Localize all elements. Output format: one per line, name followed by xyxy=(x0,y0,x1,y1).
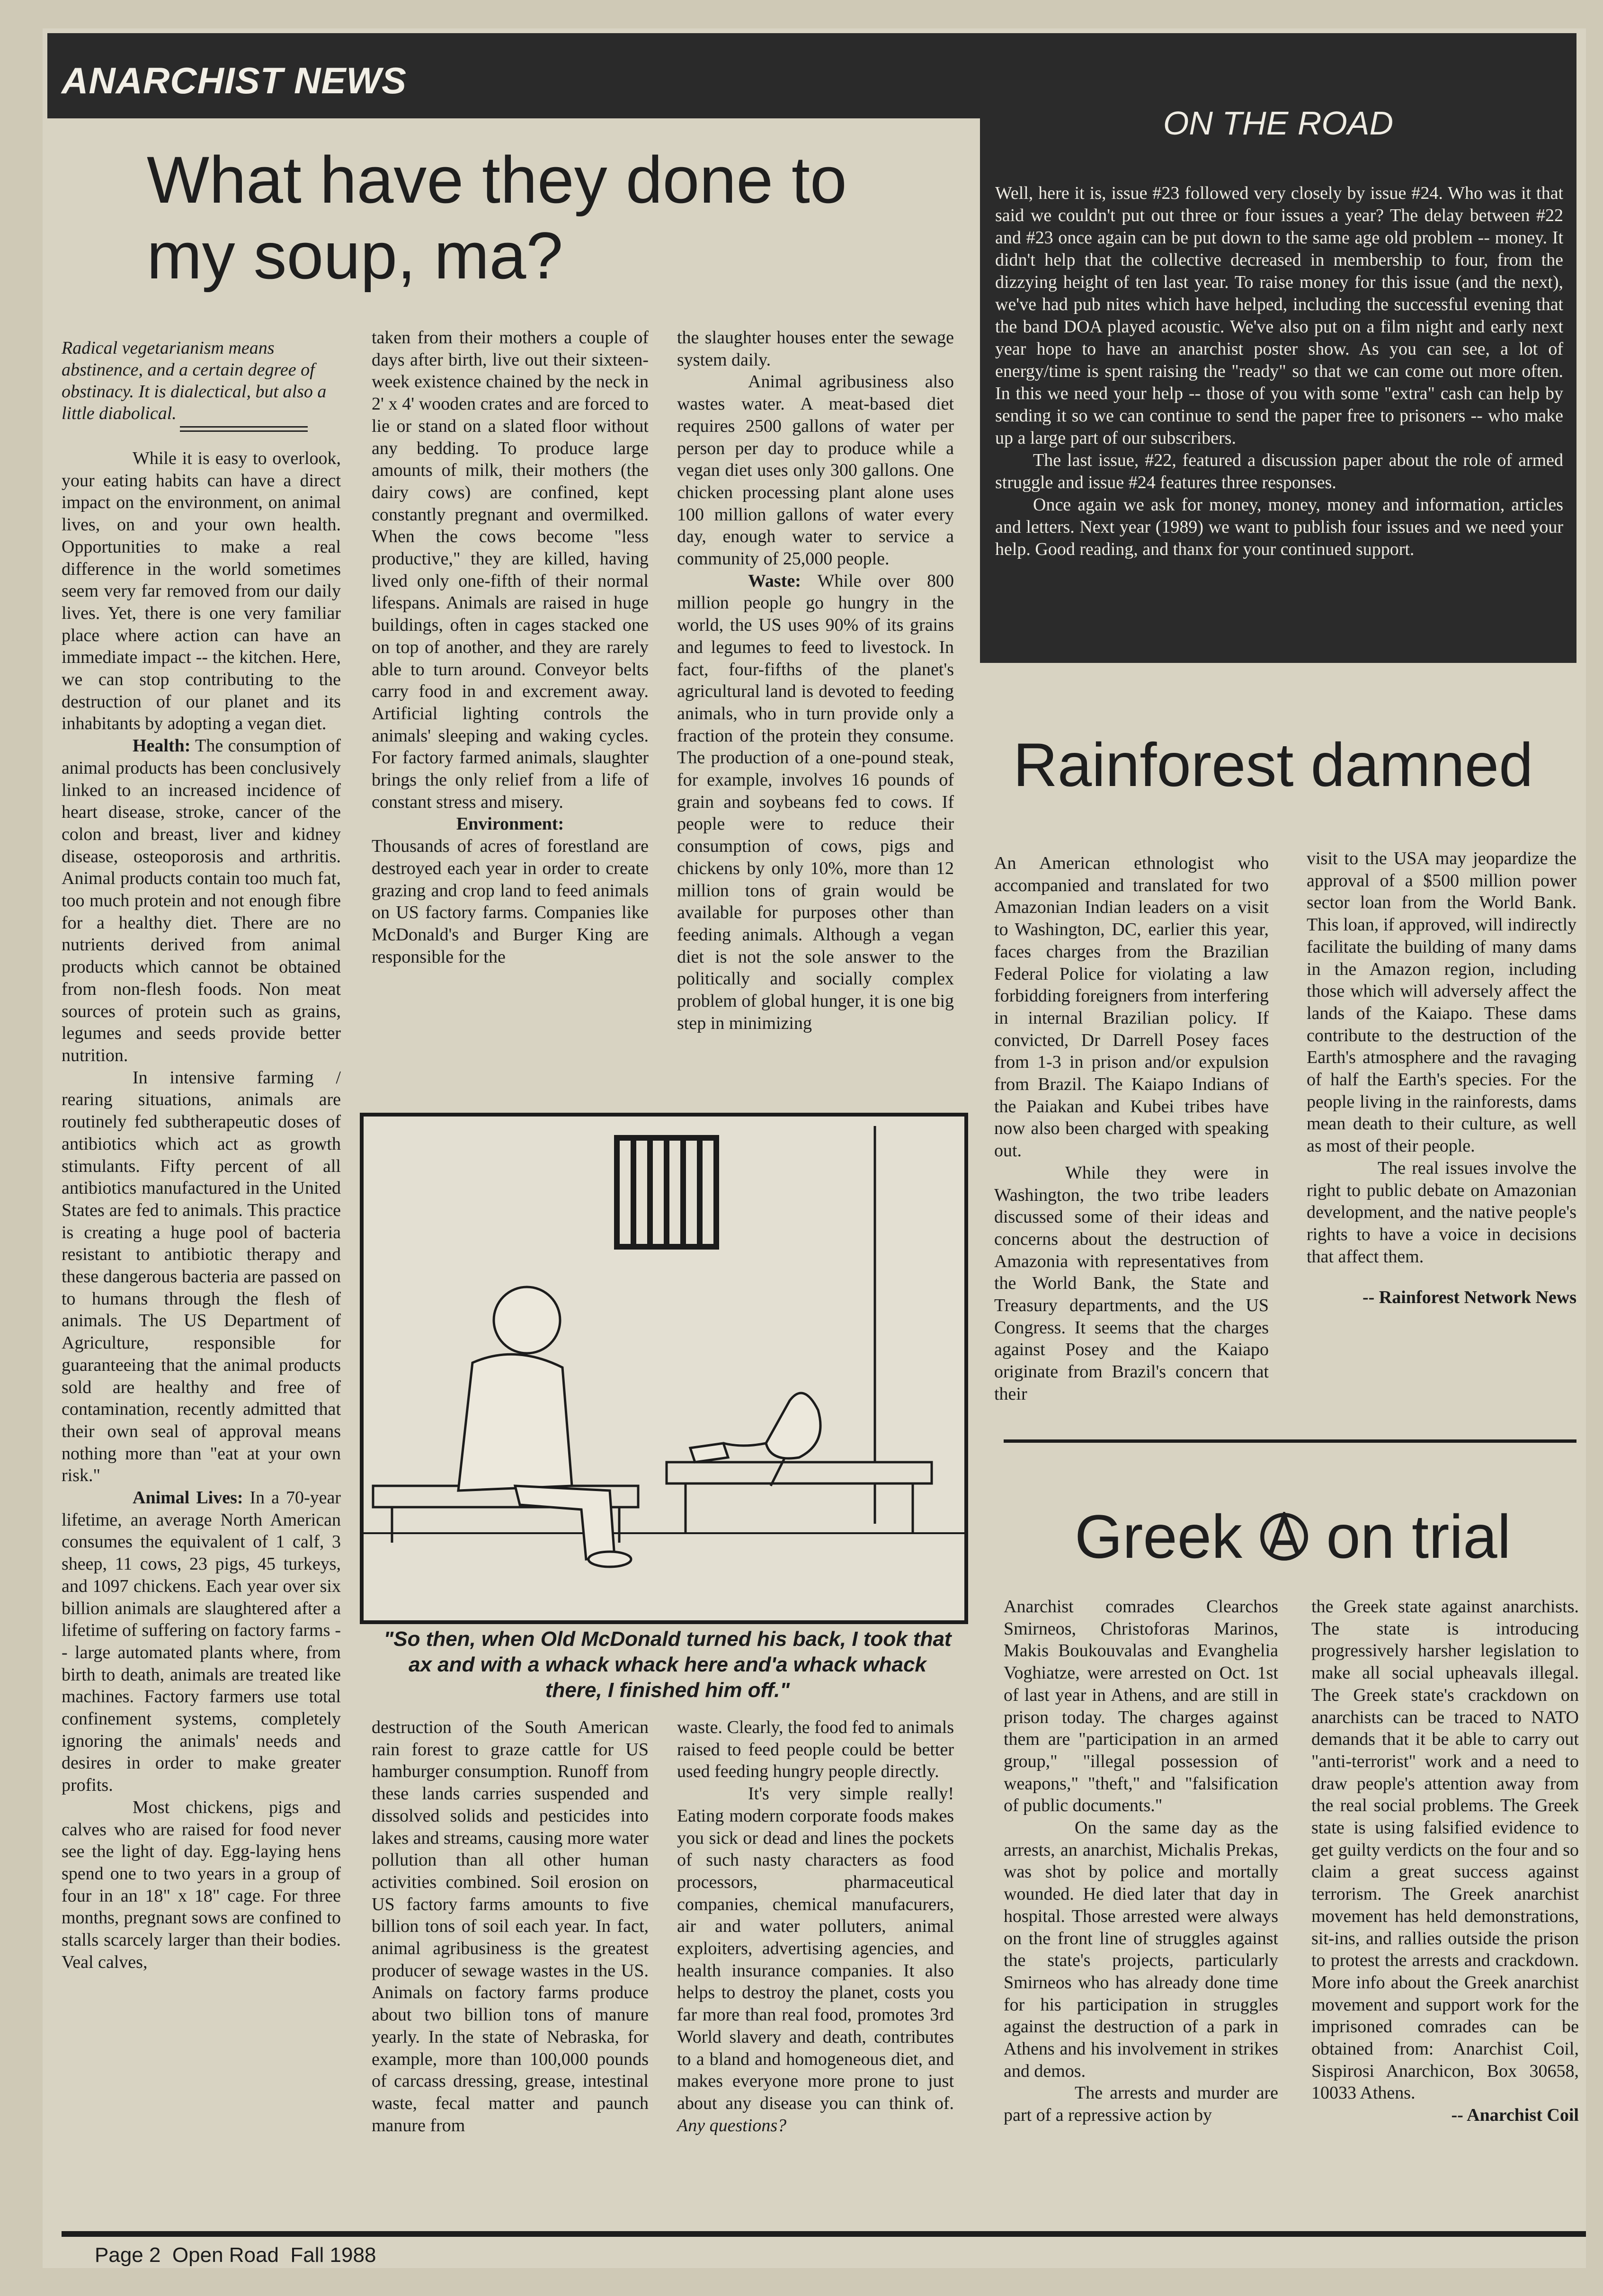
article-paragraph xyxy=(62,735,341,1067)
right-bunk-icon xyxy=(667,1462,932,1533)
article-paragraph: The arrests and murder are part of a repressive action by xyxy=(1004,2083,1278,2126)
on-the-road-paragraph: The last issue, #22, featured a discussion paper about the role of armed struggle and issue #24 features three responses. xyxy=(995,450,1563,492)
soup-column-3-bottom xyxy=(677,1716,954,2136)
closing-text: It's very simple really! Eating modern corporate foods makes you sick or dead and lines the pockets of such nasty characters as food processors, pharmaceutical companies, chemical manufacurers, air and water polluters, animal exploiters, advertising agencies, and health insurance companies. It also helps to destroy the planet, costs you far more than real food, promotes 3rd World slavery and death, contributes to a bland and homogeneous diet, and makes everyone more prone to just about any disease you can think of. xyxy=(677,1784,954,2113)
article-paragraph: Anarchist comrades Clearchos Smirneos, Christoforas Marinos, Makis Boukouvalas and Evanghelia Voghiatze, were arrested on Oct. 1st of last year in Athens, and are still in prison today. The charges against them are "participation in an armed group," "illegal possession of weapons," "theft," and "falsification of public documents." xyxy=(1004,1597,1278,1816)
article-paragraph: visit to the USA may jeopardize the approval of a $500 million power sector loan from the World Bank. This loan, if approved, will indirectly facilitate the building of many dams in the Amazon region, including those which will adversely affect the lands of the Kaiapo. These dams contribute to the destruction of the Earth's atmosphere and the ravaging of half the Earth's species. For the people living in the rainforests, dams mean death to their culture, as well as most of their people. xyxy=(1307,849,1576,1156)
article-paragraph: the slaughter houses enter the sewage system daily. xyxy=(677,328,954,370)
rainforest-column-1 xyxy=(994,852,1269,1405)
on-the-road-paragraph: Well, here it is, issue #23 followed very closely by issue #24. Who was it that said we couldn't put out three or four issues a year? The delay between #22 and #23 once again can be put down to the same age old problem -- money. It didn't help that the collective decreased in membership to four, from the dizzying height of ten last year. To raise money for this issue (and the next), we've had pub nites which have helped, including the successful evening that the band DOA played acoustic. We've also put on a film night and early next year hope to have an anarchist poster show. As you can see, a lot of energy/time is spent raising the "ready" so that we can come out more often. In this we need your help -- those of you with some "extra" cash can help by sending it so we can continue to send the paper free to prisoners -- who make up a large part of our subscribers. xyxy=(995,183,1563,448)
soup-intro: Radical vegetarianism means abstinence, and a certain degree of obstinacy. It is dialectical, but also a little diabolical. xyxy=(62,338,327,423)
cartoon-panel xyxy=(360,1113,968,1624)
greek-headline xyxy=(1075,1501,1595,1572)
article-paragraph: While they were in Washington, the two tribe leaders discussed some of their ideas and concerns about the destruction of Amazonia with representatives from the World Bank, the State and Treasury departments, and the US Congress. It seems that the charges against Posey and the Kaiapo originate from Brazil's concern that their xyxy=(994,1162,1269,1404)
health-text: The consumption of animal products has been conclusively linked to an increased incidence of heart disease, stroke, cancer of the colon and breast, liver and kidney disease, osteoporosis and arthritis. Animal products contain too much fat, too much protein and not enough fibre for a healthy diet. There are no nutrients derived from animal products which cannot be obtained from non-flesh foods. Non meat sources of protein such as grains, legumes and seeds provide better nutrition. xyxy=(62,736,341,1065)
page-footer: Page 2 Open Road Fall 1988 xyxy=(95,2243,376,2267)
rainforest-column-2 xyxy=(1307,848,1576,1309)
soup-column-3-top xyxy=(677,327,954,1035)
article-paragraph: The real issues involve the right to public debate on Amazonian development, and the native people's rights to have a voice in decisions that affect them. xyxy=(1307,1158,1576,1267)
article-paragraph: taken from their mothers a couple of days after birth, live out their sixteen-week existence chained by the neck in 2' x 4' wooden crates and are forced to lie or stand on a slated floor without any bedding. To produce large amounts of milk, their mothers (the dairy cows) are confined, kept constantly pregnant and overmilked. When the cows become "less productive," they are killed, having lived only one-fifth of their normal lifespans. Animals are raised in huge buildings, often in cages stacked one on top of another, and they are rarely able to turn around. Conveyor belts carry food in and excrement away. Artificial lighting controls the animals' sleeping and waking cycles. For factory farmed animals, slaughter brings the only relief from a life of constant stress and misery. xyxy=(372,328,649,812)
hatchet-icon xyxy=(690,1443,728,1462)
rainforest-headline: Rainforest damned xyxy=(1013,730,1533,799)
article-paragraph: Thousands of acres of forestland are destroyed each year in order to create grazing and crop land to feed animals on US factory farms. Companies like McDonald's and Burger King are responsible for the xyxy=(372,836,649,967)
cell-window-bars-icon xyxy=(617,1138,716,1247)
prisoner-figure-icon xyxy=(458,1287,631,1567)
prison-cell-illustration xyxy=(364,1117,964,1620)
article-paragraph xyxy=(677,570,954,1035)
subhead-health: Health: xyxy=(133,736,191,756)
soup-headline: What have they done to my soup, ma? xyxy=(147,143,847,293)
article-paragraph: In intensive farming / rearing situations, animals are routinely fed subtherapeutic doses of antibiotics which act as growth stimulants. Fifty percent of all antibiotics manufactured in the United States are fed to animals. This practice is creating a huge pool of bacteria resistant to antibiotic therapy and these dangerous bacteria are passed on to humans through the flesh of animals. The US Department of Agriculture, responsible for guaranteeing that the animal products sold are healthy and free of contamination, recently admitted that their own seal of approval means nothing more than "eat at your own risk." xyxy=(62,1067,341,1486)
anarchy-symbol-icon xyxy=(1259,1512,1309,1562)
animal-lives-text: In a 70-year lifetime, an average North American consumes the equivalent of 1 calf, 3 sheep, 11 cows, 23 pigs, 45 turkeys, and 1097 chickens. Each year over six billion animals are slaughtered after a lifetime of suffering on factory farms -- large automated plants where, from birth to death, animals are treated like machines. Factory farmers use total confinement systems, completely ignoring the animals' needs and desires in order to make greater profits. xyxy=(62,1488,341,1796)
article-paragraph: Most chickens, pigs and calves who are raised for food never see the light of day. Egg-laying hens spend one to two years in a group of four in an 18" x 18" cage. For three months, pregnant sows are confined to stalls scarcely larger than their bodies. Veal calves, xyxy=(62,1797,341,1972)
soup-column-2-bottom xyxy=(372,1716,649,2136)
greek-headline-rest: on trial xyxy=(1326,1502,1511,1571)
on-the-road-box xyxy=(980,80,1576,663)
section-label: ANARCHIST NEWS xyxy=(62,60,407,101)
footer-rule xyxy=(62,2231,1586,2237)
soup-column-1 xyxy=(62,447,341,1974)
article-paragraph xyxy=(677,1783,954,2136)
subhead-environment: Environment: xyxy=(456,814,564,834)
soup-column-2-top xyxy=(372,327,649,968)
waste-text: While over 800 million people go hungry in the world, the US uses 90% of its grains and legumes to feed to livestock. In fact, four-fifths of the planet's agricultural land is devoted to feeding animals, who in turn provide only a fraction of the protein they consume. The production of a one-pound steak, for example, involves 16 pounds of grain and soybeans fed to cows. If people were to reduce their consumption of cows, pigs and chickens by only 10%, more than 12 million tons of grain would be available for purposes other than feeding animals. Although a vegan diet is not the sole answer to the politically and socially complex problem of global hunger, it is one big step in minimizing xyxy=(677,571,954,1033)
rainforest-credit: -- Rainforest Network News xyxy=(1362,1287,1576,1308)
greek-column-1 xyxy=(1004,1596,1278,2126)
article-paragraph xyxy=(62,1487,341,1796)
article-paragraph: On the same day as the arrests, an anarchist, Michalis Prekas, was shot by police and mortally wounded. He died later that day in hospital. Those arrested were always on the front line of struggles against the state's projects, particularly Smirneos who has already done time for his participation in struggles against the destruction of a park in Athens and his involvement in strikes and demos. xyxy=(1004,1818,1278,2081)
cartoon-caption: "So then, when Old McDonald turned his back, I took that ax and with a whack whack here and'a whack whack there, I finished him off." xyxy=(383,1627,952,1702)
on-the-road-paragraph: Once again we ask for money, money, money and information, articles and letters. Next year (1989) we want to publish four issues and we need your help. Good reading, and thanx for your continued support. xyxy=(995,495,1563,559)
subhead-waste: Waste: xyxy=(748,571,801,591)
closing-question: Any questions? xyxy=(677,2115,787,2135)
greek-headline-word: Greek xyxy=(1075,1502,1243,1571)
on-the-road-body xyxy=(995,182,1563,561)
article-paragraph: While it is easy to overlook, your eating habits can have a direct impact on the environment, on animal lives, on and your own health. Opportunities to make a real difference in the world sometimes seem very far removed from our daily lives. Yet, there is one very familiar place where action can have an immediate impact -- the kitchen. Here, we can stop contributing to the destruction of our planet and its inhabitants by adopting a vegan diet. xyxy=(62,448,341,734)
article-paragraph: Animal agribusiness also wastes water. A meat-based diet requires 2500 gallons of water per person per day to produce while a vegan diet uses only 300 gallons. One chicken processing plant alone uses 100 million gallons of water every day, enough water to service a community of 25,000 people. xyxy=(677,372,954,569)
greek-column-2 xyxy=(1311,1596,1579,2126)
greek-credit: -- Anarchist Coil xyxy=(1451,2105,1579,2126)
article-paragraph: An American ethnologist who accompanied and translated for two Amazonian Indian leaders on a visit to Washington, DC, earlier this year, faces charges from the Brazilian Federal Police for violating a law forbidding foreigners from interfering in internal Brazilian policy. If convicted, Dr Darrell Posey faces from 1-3 in prison and/or expulsion from Brazil. The Kaiapo Indians of the Paiakan and Kubei tribes have now also been charged with speaking out. xyxy=(994,853,1269,1161)
article-paragraph: destruction of the South American rain forest to graze cattle for US hamburger consumption. Runoff from these lands carries suspended and dissolved solids and pesticides into lakes and streams, causing more water pollution than all other human activities combined. Soil erosion on US factory farms amounts to five billion tons of soil each year. In fact, animal agribusiness is the greatest producer of sewage wastes in the US. Animals on factory farms produce about two billion tons of manure yearly. In the state of Nebraska, for example, more than 100,000 pounds of carcass dressing, grease, intestinal waste, fecal matter and paunch manure from xyxy=(372,1717,649,2135)
article-paragraph: waste. Clearly, the food fed to animals raised to feed people could be better used feeding hungry people directly. xyxy=(677,1717,954,1782)
subhead-animal-lives: Animal Lives: xyxy=(133,1488,243,1508)
intro-divider xyxy=(180,426,308,432)
on-the-road-title: ON THE ROAD xyxy=(1163,105,1394,142)
article-paragraph: the Greek state against anarchists. The state is introducing progressively harsher legislation to make all social upheavals illegal. The Greek state's crackdown on anarchists can be traced to NATO demands that it be able to carry out "anti-terrorist" work and a need to draw people's attention away from the real social problems. The Greek state is using falsified evidence to get guilty verdicts on the four and so claim a great success against terrorism. The Greek anarchist movement has held demonstrations, sit-ins, and rallies outside the prison to protest the arrests and crackdown. More info about the Greek anarchist movement and support work for the imprisoned comrades can be obtained from: Anarchist Coil, Sispirosi Anarchicon, Box 30658, 10033 Athens. xyxy=(1311,1597,1579,2103)
article-divider xyxy=(1004,1439,1576,1443)
